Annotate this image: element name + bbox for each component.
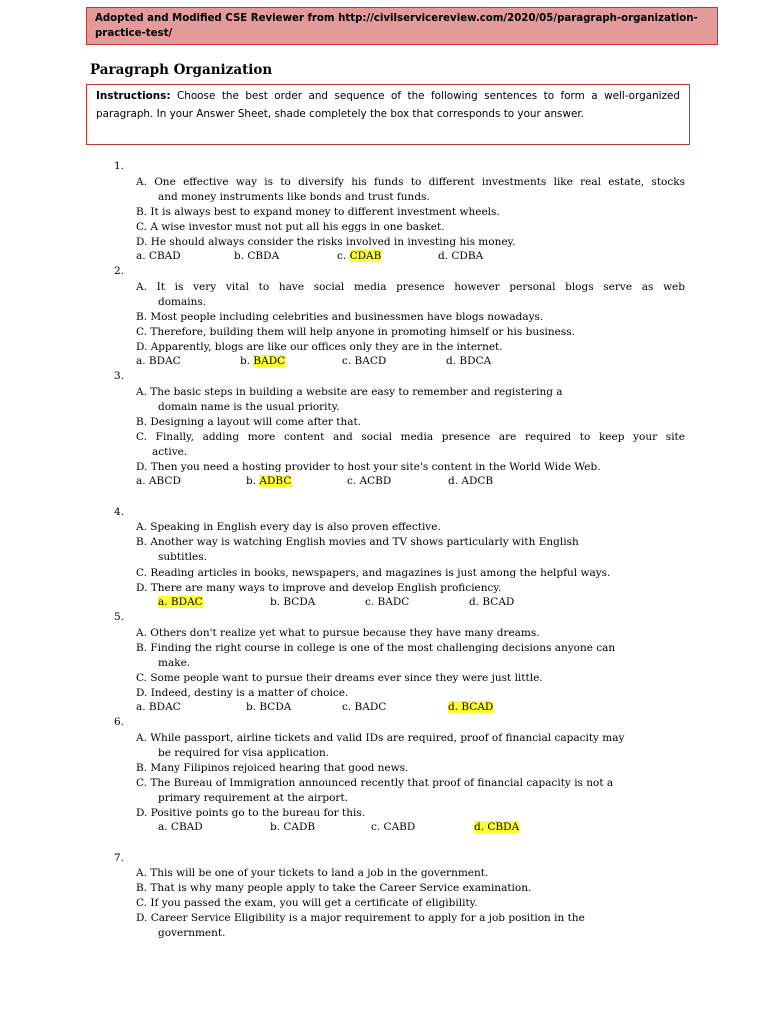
q7-sentence-b: B. That is why many people apply to take the Career Service examination. [136,882,532,894]
q6-option-d[interactable] [474,821,519,833]
q2-sentence-a: A. It is very vital to have social media presence however personal blogs serve as web [136,281,685,293]
q3-option-c[interactable]: c. ACBD [347,475,392,487]
q4-option-c[interactable]: c. BADC [365,596,410,608]
q4-sentence-d: D. There are many ways to improve and develop English proficiency. [136,582,502,594]
q1-option-c-answer-highlight: CDAB [349,250,382,262]
q6-sentence-d: D. Positive points go to the bureau for this. [136,807,366,819]
q1-option-b[interactable]: b. CBDA [234,250,280,262]
q1-option-c[interactable] [337,250,381,262]
question-2-number: 2. [114,265,125,277]
q1-option-c-letter: c. [337,250,350,262]
q1-option-a[interactable]: a. CBAD [136,250,181,262]
instructions-box [86,84,690,145]
q4-sentence-b: B. Another way is watching English movies and TV shows particularly with English [136,536,579,548]
q3-sentence-b: B. Designing a layout will come after that. [136,416,362,428]
q3-sentence-c: C. Finally, adding more content and social media presence are required to keep your site [136,431,685,443]
q1-sentence-a: A. One effective way is to diversify his funds to different investments like real estate, stocks [136,176,685,188]
q5-sentence-a: A. Others don't realize yet what to pursue because they have many dreams. [136,627,540,639]
q6-sentence-c-cont: primary requirement at the airport. [158,792,349,804]
q6-sentence-a: A. While passport, airline tickets and valid IDs are required, proof of financial capacity may [136,732,625,744]
q6-sentence-b: B. Many Filipinos rejoiced hearing that good news. [136,762,409,774]
q3-sentence-a: A. The basic steps in building a website are easy to remember and registering a [136,386,563,398]
q5-sentence-b-cont: make. [158,657,191,669]
q2-sentence-d: D. Apparently, blogs are like our offices only they are in the internet. [136,341,503,353]
q7-sentence-a: A. This will be one of your tickets to land a job in the government. [136,867,489,879]
q3-sentence-a-cont: domain name is the usual priority. [158,401,340,413]
q6-option-c[interactable]: c. CABD [371,821,416,833]
section-title: Paragraph Organization [90,62,273,78]
question-5-number: 5. [114,611,125,623]
q2-option-a[interactable]: a. BDAC [136,355,181,367]
q5-option-a[interactable]: a. BDAC [136,701,181,713]
q6-option-d-answer-highlight: d. CBDA [474,821,520,833]
q4-option-a-answer-highlight: a. BDAC [158,596,203,608]
source-banner: Adopted and Modified CSE Reviewer from http://civilservicereview.com/2020/05/paragraph-organization-practice-test/ [86,7,718,45]
q2-option-d[interactable]: d. BDCA [446,355,492,367]
q4-sentence-c: C. Reading articles in books, newspapers, and magazines is just among the helpful ways. [136,567,611,579]
q7-sentence-c: C. If you passed the exam, you will get a certificate of eligibility. [136,897,478,909]
question-6-number: 6. [114,716,125,728]
q4-option-d[interactable]: d. BCAD [469,596,515,608]
q5-option-c[interactable]: c. BADC [342,701,387,713]
q5-option-d-answer-highlight: d. BCAD [448,701,494,713]
q2-sentence-c: C. Therefore, building them will help anyone in promoting himself or his business. [136,326,575,338]
q2-option-b-answer-highlight: BADC [253,355,286,367]
q3-sentence-d: D. Then you need a hosting provider to host your site's content in the World Wide Web. [136,461,601,473]
q2-option-c[interactable]: c. BACD [342,355,387,367]
q1-option-d[interactable]: d. CDBA [438,250,484,262]
q3-option-b-answer-highlight: ADBC [259,475,292,487]
q6-sentence-a-cont: be required for visa application. [158,747,330,759]
q6-sentence-c: C. The Bureau of Immigration announced recently that proof of financial capacity is not a [136,777,614,789]
q4-sentence-b-cont: subtitles. [158,551,207,563]
q3-option-b-letter: b. [246,475,260,487]
q4-option-b[interactable]: b. BCDA [270,596,316,608]
q3-option-d[interactable]: d. ADCB [448,475,494,487]
q5-sentence-d: D. Indeed, destiny is a matter of choice. [136,687,349,699]
q5-sentence-c: C. Some people want to pursue their dreams ever since they were just little. [136,672,543,684]
q1-sentence-c: C. A wise investor must not put all his eggs in one basket. [136,221,445,233]
q3-option-a[interactable]: a. ABCD [136,475,181,487]
q1-sentence-d: D. He should always consider the risks involved in investing his money. [136,236,516,248]
q2-option-b[interactable] [240,355,285,367]
q5-option-d[interactable] [448,701,493,713]
instructions-text: Choose the best order and sequence of the following sentences to form a well-organized paragraph. In your Answer Sheet, shade completely the box that corresponds to your answer. [96,90,680,120]
question-7-number: 7. [114,852,125,864]
q4-option-a[interactable] [158,596,203,608]
q7-sentence-d-cont: government. [158,927,226,939]
q1-sentence-a-cont: and money instruments like bonds and trust funds. [158,191,430,203]
q3-option-b[interactable] [246,475,291,487]
q5-option-b[interactable]: b. BCDA [246,701,292,713]
question-4-number: 4. [114,506,125,518]
q3-sentence-c-cont: active. [152,446,188,458]
question-1-number: 1. [114,160,125,172]
q6-option-a[interactable]: a. CBAD [158,821,203,833]
q5-sentence-b: B. Finding the right course in college is one of the most challenging decisions anyone can [136,642,616,654]
q2-option-b-letter: b. [240,355,254,367]
question-3-number: 3. [114,370,125,382]
q6-option-b[interactable]: b. CADB [270,821,316,833]
q2-sentence-a-cont: domains. [158,296,207,308]
instructions-label: Instructions: [96,90,171,102]
q2-sentence-b: B. Most people including celebrities and businessmen have blogs nowadays. [136,311,544,323]
q7-sentence-d: D. Career Service Eligibility is a major requirement to apply for a job position in the [136,912,585,924]
q1-sentence-b: B. It is always best to expand money to different investment wheels. [136,206,500,218]
q4-sentence-a: A. Speaking in English every day is also proven effective. [136,521,441,533]
